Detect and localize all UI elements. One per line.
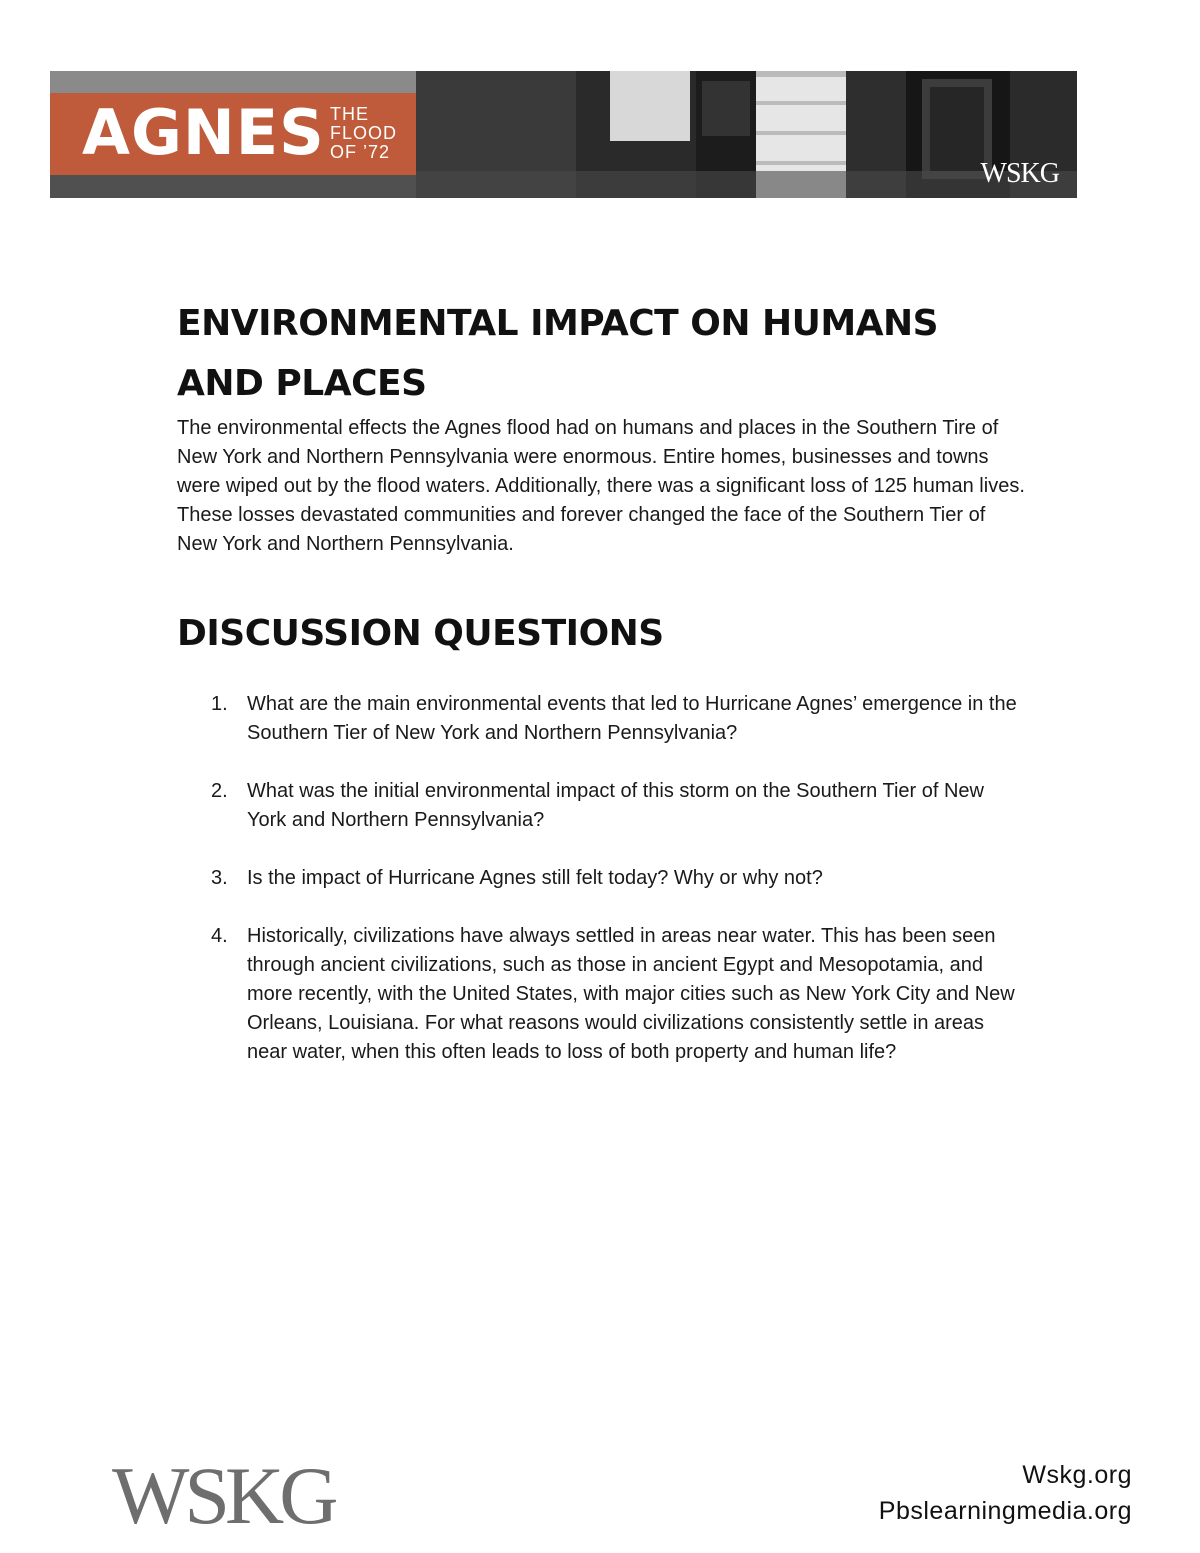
brand-subtitle-line: THE xyxy=(330,104,369,124)
intro-paragraph: The environmental effects the Agnes flood had on humans and places in the Southern Tire of New York and Northern Pennsylvania were enormous. Entire homes, businesses and towns were wiped out by the flood waters. Additionally, there was a significant loss of 125 human lives. These losses devastated communities and forever changed the face of the Southern Tier of New York and Northern Pennsylvania. xyxy=(177,417,1025,555)
brand-box xyxy=(50,93,416,175)
banner-logo: WSKG xyxy=(980,158,1059,189)
footer-logo: WSKG xyxy=(112,1450,334,1541)
question-text: Historically, civilizations have always settled in areas near water. This has been seen through ancient civilizations, such as those in ancient Egypt and Mesopotamia, and more recently, with the United States, with major cities such as New York City and New Orleans, Louisiana. For what reasons would civilizations consistently settle in areas near water, when this often leads to loss of both property and human life? xyxy=(247,925,1015,1063)
question-number: 1. xyxy=(211,693,228,715)
question-item xyxy=(177,690,1027,748)
question-list xyxy=(177,690,1027,1096)
question-text: What was the initial environmental impact of this storm on the Southern Tier of New York and Northern Pennsylvania? xyxy=(247,780,985,831)
question-item xyxy=(177,864,1027,893)
footer-link-wskg[interactable]: Wskg.org xyxy=(1022,1461,1132,1489)
question-number: 2. xyxy=(211,780,228,802)
question-item xyxy=(177,777,1027,835)
main-content xyxy=(177,294,1027,1063)
brand-subtitle-line: OF ’72 xyxy=(330,142,391,162)
footer-link-pbslearningmedia[interactable]: Pbslearningmedia.org xyxy=(878,1497,1132,1525)
section-heading: ENVIRONMENTAL IMPACT ON HUMANS AND PLACES xyxy=(177,303,939,404)
discussion-heading: DISCUSSION QUESTIONS xyxy=(177,613,664,654)
question-number: 3. xyxy=(211,867,228,889)
question-text: What are the main environmental events that led to Hurricane Agnes’ emergence in the Southern Tier of New York and Northern Pennsylvania? xyxy=(247,693,1017,744)
brand-subtitle xyxy=(330,105,397,162)
brand-title: AGNES xyxy=(82,96,325,169)
footer-links xyxy=(879,1457,1132,1529)
brand-subtitle-line: FLOOD xyxy=(330,123,398,143)
header-banner xyxy=(50,71,1077,198)
question-number: 4. xyxy=(211,925,228,947)
question-text: Is the impact of Hurricane Agnes still felt today? Why or why not? xyxy=(247,867,823,889)
question-item xyxy=(177,922,1027,1067)
